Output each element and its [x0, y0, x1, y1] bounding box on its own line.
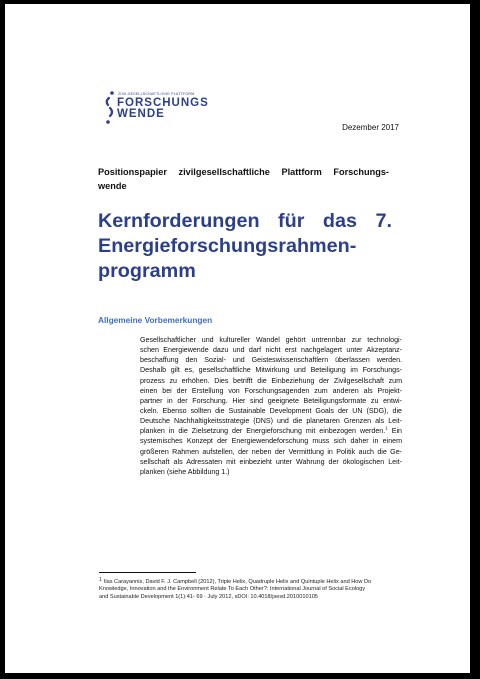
document-title — [98, 209, 392, 284]
logo-text-line1: FORSCHUNGS — [117, 97, 209, 109]
title-line1 — [98, 209, 392, 234]
body-line: größeren Rahmen aufstellen, der neben der Vermittlung in Politik auch die Ge- — [140, 447, 402, 456]
logo-subtitle: ZIVILGESELLSCHAFTLICHE PLATTFORM — [118, 92, 195, 96]
body-line: prozess zu erhöhen. Dies betrifft die Einbeziehung der Zivilgesellschaft zum — [140, 376, 402, 385]
footnote-line: Knowledge, Innovation and the Environment Relate To Each Other?: International Journal of Social Ecology — [99, 586, 366, 593]
document-page — [5, 4, 470, 673]
footnote-divider — [99, 572, 196, 573]
title-word: Kernforderungen — [98, 210, 260, 232]
logo-text-line2: WENDE — [117, 108, 165, 120]
body-line: ckeln. Ebenso sollten die Sustainable Development Goals der UN (SDG), die — [140, 406, 402, 415]
position-paper-label — [98, 166, 389, 193]
footnote-marker: 1 — [99, 577, 102, 583]
body-line: Gesellschaftlicher und kultureller Wandel gehört untrennbar zur technologi- — [140, 336, 402, 344]
body-line-text: planken in die Zielsetzung der Energieforschung mit einbezogen werden. — [140, 427, 386, 436]
body-line: partner in der Forschung. Hier sind geeignete Beteiligungsformate zu entwi- — [140, 396, 402, 405]
body-line: sellschaft als Adressaten mit einbezieht unter Wahrung der ökologischen Leit- — [140, 457, 402, 466]
title-word: das — [322, 210, 357, 232]
body-line: Deshalb gilt es, gesellschaftliche Mitwirkung und Beteiligung im Forschungs- — [140, 366, 402, 375]
body-paragraph — [140, 335, 402, 477]
title-line2: Energieforschungsrahmen- — [98, 235, 357, 257]
body-line: schen Energiewende dazu und darf nicht erst nachgelagert unter Akzeptanz- — [140, 346, 402, 355]
body-line: Deutsche Nachhaltigkeitsstrategie (DNS) und die planetaren Grenzen als Leit- — [140, 417, 402, 426]
body-line: systemisches Konzept der Energiewendeforschung muss sich daher in einem — [140, 437, 402, 446]
footnote — [99, 579, 409, 601]
body-line: beschaffung den Sozial- und Geisteswissenschaftlern überlassen werden. — [140, 356, 402, 365]
footnote-reference[interactable]: 1 — [385, 426, 388, 431]
title-line3: programm — [98, 260, 196, 282]
body-line: planken (siehe Abbildung 1.) — [140, 467, 230, 476]
logo-mark-icon — [104, 89, 118, 131]
document-date: Dezember 2017 — [342, 123, 399, 132]
body-line: einen bei der Erstellung von Forschungsagenden zum anderen als Projekt- — [140, 386, 402, 395]
footnote-line: and Sustainable Development 1(1):41- 69 · July 2012, sDOI: 10.4018/jsesd.2010010105 — [99, 593, 318, 600]
footnote-line — [99, 579, 409, 586]
body-line-tail: Ein — [391, 427, 402, 436]
position-paper-line1: Positionspapier zivilgesellschaftliche Plattform Forschungs- — [98, 167, 389, 177]
section-heading: Allgemeine Vorbemerkungen — [98, 315, 213, 325]
title-word: 7. — [375, 210, 392, 232]
position-paper-line2: wende — [98, 180, 127, 191]
body-line-with-footnote — [140, 426, 402, 436]
footnote-line-text: Ilas Carayannis, David F. J. Campbell (2012), Triple Helix, Quadruple Helix and Quintuple Helix and How Do — [103, 579, 372, 585]
title-word: für — [278, 210, 305, 232]
